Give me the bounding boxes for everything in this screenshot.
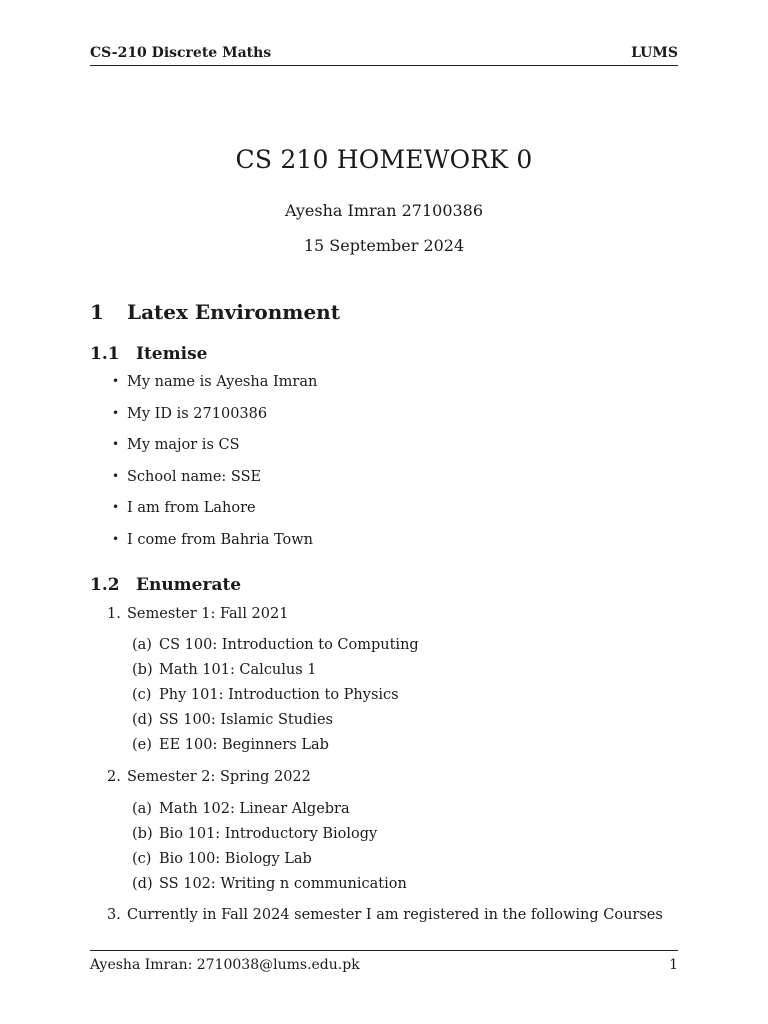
subsection-heading-enumerate (90, 575, 241, 595)
subsection-number: 1.1 (90, 344, 120, 364)
enum-sublabel: (e) (132, 737, 152, 753)
enum-subtext: SS 102: Writing n communication (159, 876, 407, 892)
enum-sublabel: (a) (132, 801, 152, 817)
enum-subitem (132, 712, 333, 728)
enum-text: Currently in Fall 2024 semester I am registered in the following Courses (127, 907, 663, 923)
bullet-glyph: • (112, 406, 120, 420)
enum-subitem (132, 801, 350, 817)
enum-label: 3. (107, 907, 121, 923)
list-item-text: I come from Bahria Town (127, 532, 314, 548)
enum-subtext: Math 102: Linear Algebra (159, 801, 350, 817)
enum-subitem (132, 687, 399, 703)
enum-text: Semester 2: Spring 2022 (127, 769, 311, 785)
section-number: 1 (90, 300, 104, 324)
list-item (112, 469, 261, 485)
enum-sublabel: (a) (132, 637, 152, 653)
enum-subtext: CS 100: Introduction to Computing (159, 637, 419, 653)
bullet-glyph: • (112, 437, 120, 451)
subsection-title: Itemise (136, 344, 208, 364)
subsection-title: Enumerate (136, 575, 242, 595)
document-date: 15 September 2024 (303, 236, 465, 255)
header-institution: LUMS (631, 45, 678, 61)
enum-subitem (132, 737, 329, 753)
enum-item (107, 769, 311, 785)
enum-sublabel: (d) (132, 876, 153, 892)
enum-subtext: Bio 101: Introductory Biology (159, 826, 378, 842)
footer-author-email: Ayesha Imran: 2710038@lums.edu.pk (90, 957, 360, 973)
bullet-glyph: • (112, 374, 120, 388)
running-header (90, 43, 678, 66)
bullet-glyph: • (112, 532, 120, 546)
enum-sublabel: (b) (132, 662, 153, 678)
enum-subtext: Math 101: Calculus 1 (159, 662, 317, 678)
list-item (112, 374, 317, 390)
enum-item (107, 606, 288, 622)
subsection-heading-itemise (90, 344, 207, 364)
enum-text: Semester 1: Fall 2021 (127, 606, 289, 622)
enum-subitem (132, 662, 317, 678)
header-course: CS-210 Discrete Maths (90, 45, 272, 61)
enum-subitem (132, 637, 419, 653)
enum-subitem (132, 876, 407, 892)
list-item-text: My name is Ayesha Imran (127, 374, 318, 390)
enum-sublabel: (c) (132, 687, 152, 703)
list-item-text: School name: SSE (127, 469, 262, 485)
running-footer (90, 950, 678, 973)
list-item-text: My major is CS (127, 437, 240, 453)
subsection-number: 1.2 (90, 575, 120, 595)
list-item-text: I am from Lahore (127, 500, 256, 516)
enum-label: 2. (107, 769, 121, 785)
section-title: Latex Environment (127, 300, 340, 324)
list-item (112, 437, 240, 453)
document-title: CS 210 HOMEWORK 0 (235, 145, 533, 174)
enum-subtext: Bio 100: Biology Lab (159, 851, 312, 867)
enum-item (107, 907, 663, 923)
bullet-glyph: • (112, 469, 120, 483)
list-item (112, 406, 267, 422)
enum-subtext: EE 100: Beginners Lab (159, 737, 329, 753)
enum-subitem (132, 851, 312, 867)
enum-sublabel: (d) (132, 712, 153, 728)
list-item (112, 532, 313, 548)
page-number: 1 (669, 957, 678, 973)
section-heading (90, 300, 340, 324)
list-item-text: My ID is 27100386 (127, 406, 268, 422)
enum-subtext: Phy 101: Introduction to Physics (159, 687, 399, 703)
enum-sublabel: (c) (132, 851, 152, 867)
document-author: Ayesha Imran 27100386 (284, 201, 484, 220)
list-item (112, 500, 256, 516)
bullet-glyph: • (112, 500, 120, 514)
enum-subtext: SS 100: Islamic Studies (159, 712, 333, 728)
enum-label: 1. (107, 606, 121, 622)
enum-sublabel: (b) (132, 826, 153, 842)
enum-subitem (132, 826, 377, 842)
